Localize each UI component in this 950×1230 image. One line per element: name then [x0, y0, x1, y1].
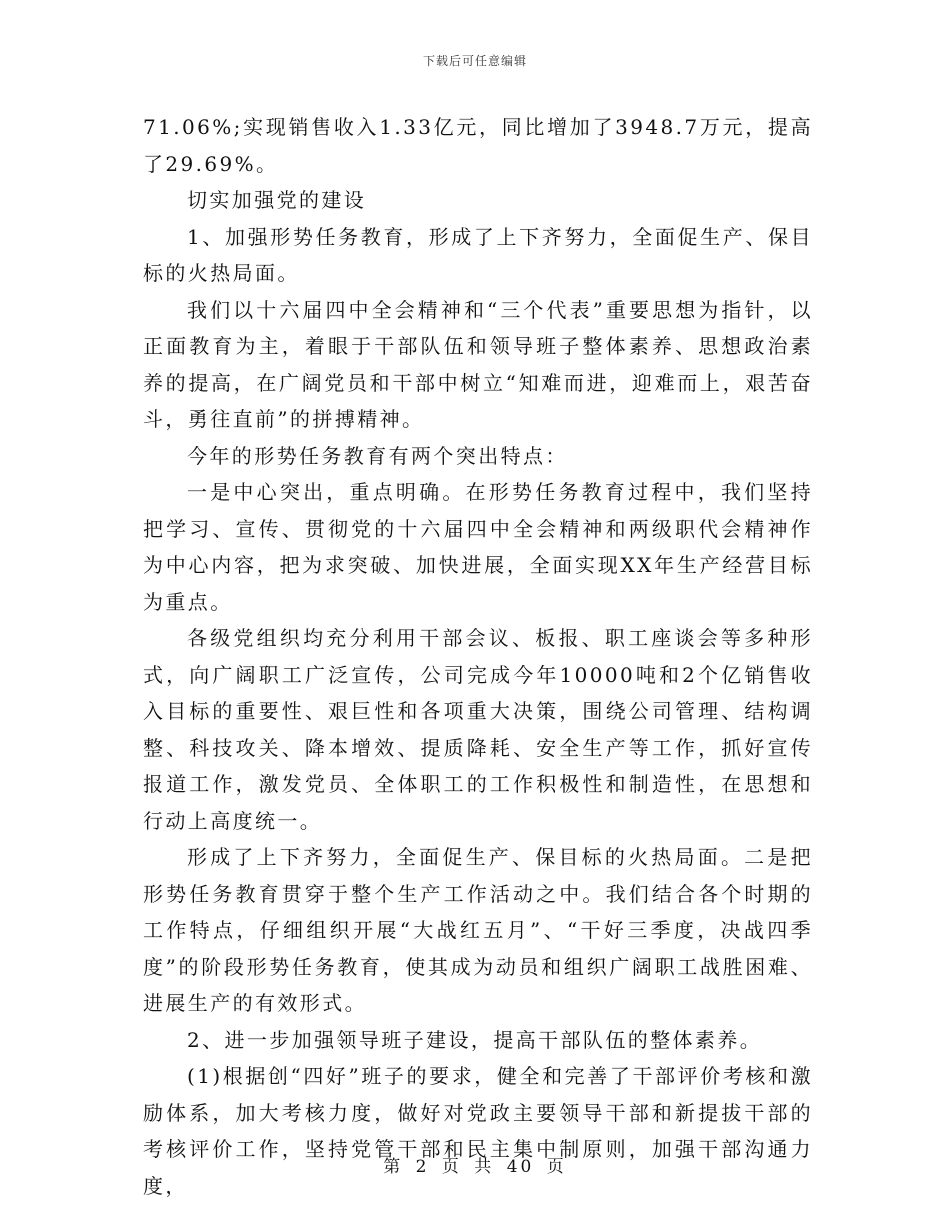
paragraph-1: 71.06%;实现销售收入1.33亿元，同比增加了3948.7万元，提高了29.69%。	[143, 115, 813, 176]
footer-current-page: 2	[415, 1157, 430, 1177]
footer-suffix: 页	[546, 1157, 567, 1177]
paragraph-6: 一是中心突出，重点明确。在形势任务教育过程中，我们坚持把学习、宣传、贯彻党的十六届四中全会精神和两级职代会精神作为中心内容，把为求突破、加快进展，全面实现XX年生产经营目标为重点。	[143, 480, 813, 614]
paragraph-2: 切实加强党的建设	[187, 188, 367, 212]
paragraph-5: 今年的形势任务教育有两个突出特点：	[187, 443, 568, 468]
paragraph-3: 1、加强形势任务教育，形成了上下齐努力，全面促生产、保目标的火热局面。	[143, 224, 813, 285]
paragraph-10: (1)根据创“四好”班子的要求，健全和完善了干部评价考核和激励体系，加大考核力度，做好对党政主要领导干部和新提拔干部的考核评价工作，坚持党管干部和民主集中制原则，加强干部沟通力度，	[143, 1064, 813, 1198]
paragraph-9: 2、进一步加强领导班子建设，提高干部队伍的整体素养。	[187, 1027, 763, 1052]
footer-total-pages: 40	[506, 1157, 535, 1177]
paragraph-8: 形成了上下齐努力，全面促生产、保目标的火热局面。二是把形势任务教育贯穿于整个生产工作活动之中。我们结合各个时期的工作特点，仔细组织开展“大战红五月”、“干好三季度，决战四季度”的阶段形势任务教育，使其成为动员和组织广阔职工战胜困难、进展生产的有效形式。	[143, 845, 813, 1015]
footer-prefix: 第	[383, 1157, 404, 1177]
page-header: 下载后可任意编辑	[422, 54, 527, 68]
footer-total-word: 共	[474, 1157, 495, 1177]
document-body	[143, 109, 813, 1204]
footer-page-word: 页	[441, 1157, 462, 1177]
paragraph-4: 我们以十六届四中全会精神和“三个代表”重要思想为指针，以正面教育为主，着眼于干部队伍和领导班子整体素养、思想政治素养的提高，在广阔党员和干部中树立“知难而进，迎难而上，艰苦奋斗，勇往直前”的拼搏精神。	[143, 297, 813, 431]
page-footer	[0, 1152, 950, 1177]
paragraph-7: 各级党组织均充分利用干部会议、板报、职工座谈会等多种形式，向广阔职工广泛宣传，公司完成今年10000吨和2个亿销售收入目标的重要性、艰巨性和各项重大决策，围绕公司管理、结构调整、科技攻关、降本增效、提质降耗、安全生产等工作，抓好宣传报道工作，激发党员、全体职工的工作积极性和制造性，在思想和行动上高度统一。	[143, 626, 813, 833]
